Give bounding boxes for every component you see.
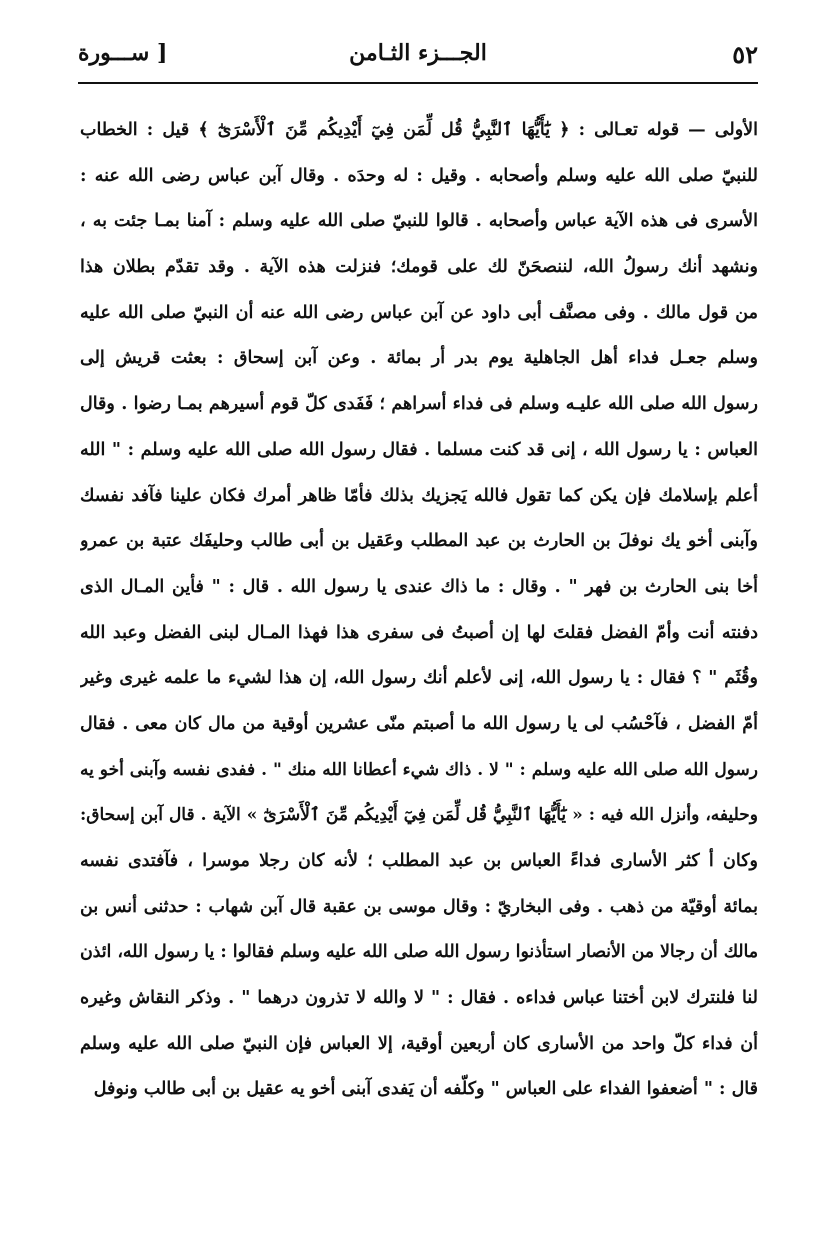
- text-line: وسلم جعـل فداء أهل الجاهلية يوم بدر أر بمائة . وعن آبن إسحاق : بعثت قريش إلى: [80, 348, 758, 369]
- text-line: وحليفه، وأنزل الله فيه : « يَٰٓأَيُّهَا ٱلنَّبِيُّ قُل لِّمَن فِيٓ أَيْدِيكُم مِّنَ ٱلْأَسْرَىٰٓ » الآية . قال آبن إسحاق:: [80, 805, 758, 826]
- text-line: أن فداء كلّ واحد من الأسارى كان أربعين أوقية، إلا العباس فإن النبيّ صلى الله عليه وسلم: [80, 1033, 758, 1054]
- page-header: [78, 34, 758, 80]
- text-line: ونشهد أنك رسولُ الله، لننصحَنّ لك على قومك؛ فنزلت هذه الآية . وقد تقدّم بطلان هذا: [80, 257, 758, 278]
- text-line: الأولى — قوله تعـالى : ﴿ يَٰٓأَيُّهَا ٱلنَّبِيُّ قُل لِّمَن فِيٓ أَيْدِيكُم مِّنَ ٱلْأَسْرَىٰٓ ﴾ قيل : الخطاب: [80, 120, 758, 140]
- text-line: أخا بنى الحارث بن فهر " . وقال : ما ذاك عندى يا رسول الله . قال : " فأين المـال الذى: [80, 576, 758, 597]
- text-line: وقُثَم " ؟ فقال : يا رسول الله، إنى لأعلم أنك رسول الله، إن هذا لشيء ما علمه غيرى وغير: [80, 668, 758, 689]
- text-line: الأسرى فى هذه الآية عباس وأصحابه . قالوا للنبيّ صلى الله عليه وسلم : آمنا بمـا جئت به ،: [80, 211, 758, 232]
- text-line: مالك أن رجالا من الأنصار استأذنوا رسول الله صلى الله عليه وسلم فقالوا : يا رسول الله، ائذن: [80, 942, 758, 963]
- header-divider: [78, 82, 758, 84]
- text-line: للنبيّ صلى الله عليه وسلم وأصحابه . وقيل : له وحدَه . وقال آبن عباس رضى الله عنه :: [80, 165, 758, 186]
- text-line: بمائة أوقيّة من ذهب . وفى البخاريّ : وقال موسى بن عقبة قال آبن شهاب : حدثنى أنس بن: [80, 896, 758, 917]
- part-title: الجـــزء الثـامن: [349, 40, 487, 66]
- text-line: وكان أ كثر الأسارى فداءً العباس بن عبد المطلب ؛ لأنه كان رجلا موسرا ، فآفتدى نفسه: [80, 851, 758, 871]
- page-number: ٥٢: [732, 40, 758, 69]
- text-line: العباس : يا رسول الله ، إنى قد كنت مسلما . فقال رسول الله صلى الله عليه وسلم : " الله: [80, 439, 758, 460]
- text-line: قال : " أضعفوا الفداء على العباس " وكلّفه أن يَفدى آبنى أخو يه عقيل بن أبى طالب ونوفل: [93, 1079, 758, 1100]
- text-line: من قول مالك . وفى مصنَّف أبى داود عن آبن عباس رضى الله عنه أن النبيّ صلى الله عليه: [80, 302, 758, 323]
- text-line: أمّ الفضل ، فآحْسُب لى يا رسول الله ما أصبتم منّى عشرين أوقية من مال كان معى . فقال: [80, 713, 758, 734]
- text-line: رسول الله صلى الله عليه وسلم : " لا . ذاك شيء أعطانا الله منك " . ففدى نفسه وآبنى أخو يه: [80, 759, 758, 780]
- surah-label: [ ســـورة: [78, 40, 168, 66]
- text-line: لنا فلنترك لابن أختنا عباس فداءه . فقال : " لا والله لا تذرون درهما " . وذكر النقاش وغيره: [80, 988, 758, 1009]
- text-line: أعلم بإسلامك فإن يكن كما تقول فالله يَجزيك بذلك فأمّا ظاهر أمرك فكان علينا فآفد نفسك: [80, 485, 758, 506]
- body-text: [80, 108, 758, 1113]
- text-line: دفنته أنت وأمّ الفضل فقلتَ لها إن أصبتُ فى سفرى هذا فهذا المـال لبنى الفضل وعبد الله: [80, 622, 758, 643]
- text-line: وآبنى أخو يك نوفلَ بن الحارث بن عبد المطلب وعَقيل بن أبى طالب وحليفَك عتبة بن عمرو: [80, 531, 758, 552]
- text-line: رسول الله صلى الله عليـه وسلم فى فداء أسراهم ؛ فَفَدى كلّ قوم أسيرهم بمـا رضوا . وقال: [80, 394, 758, 415]
